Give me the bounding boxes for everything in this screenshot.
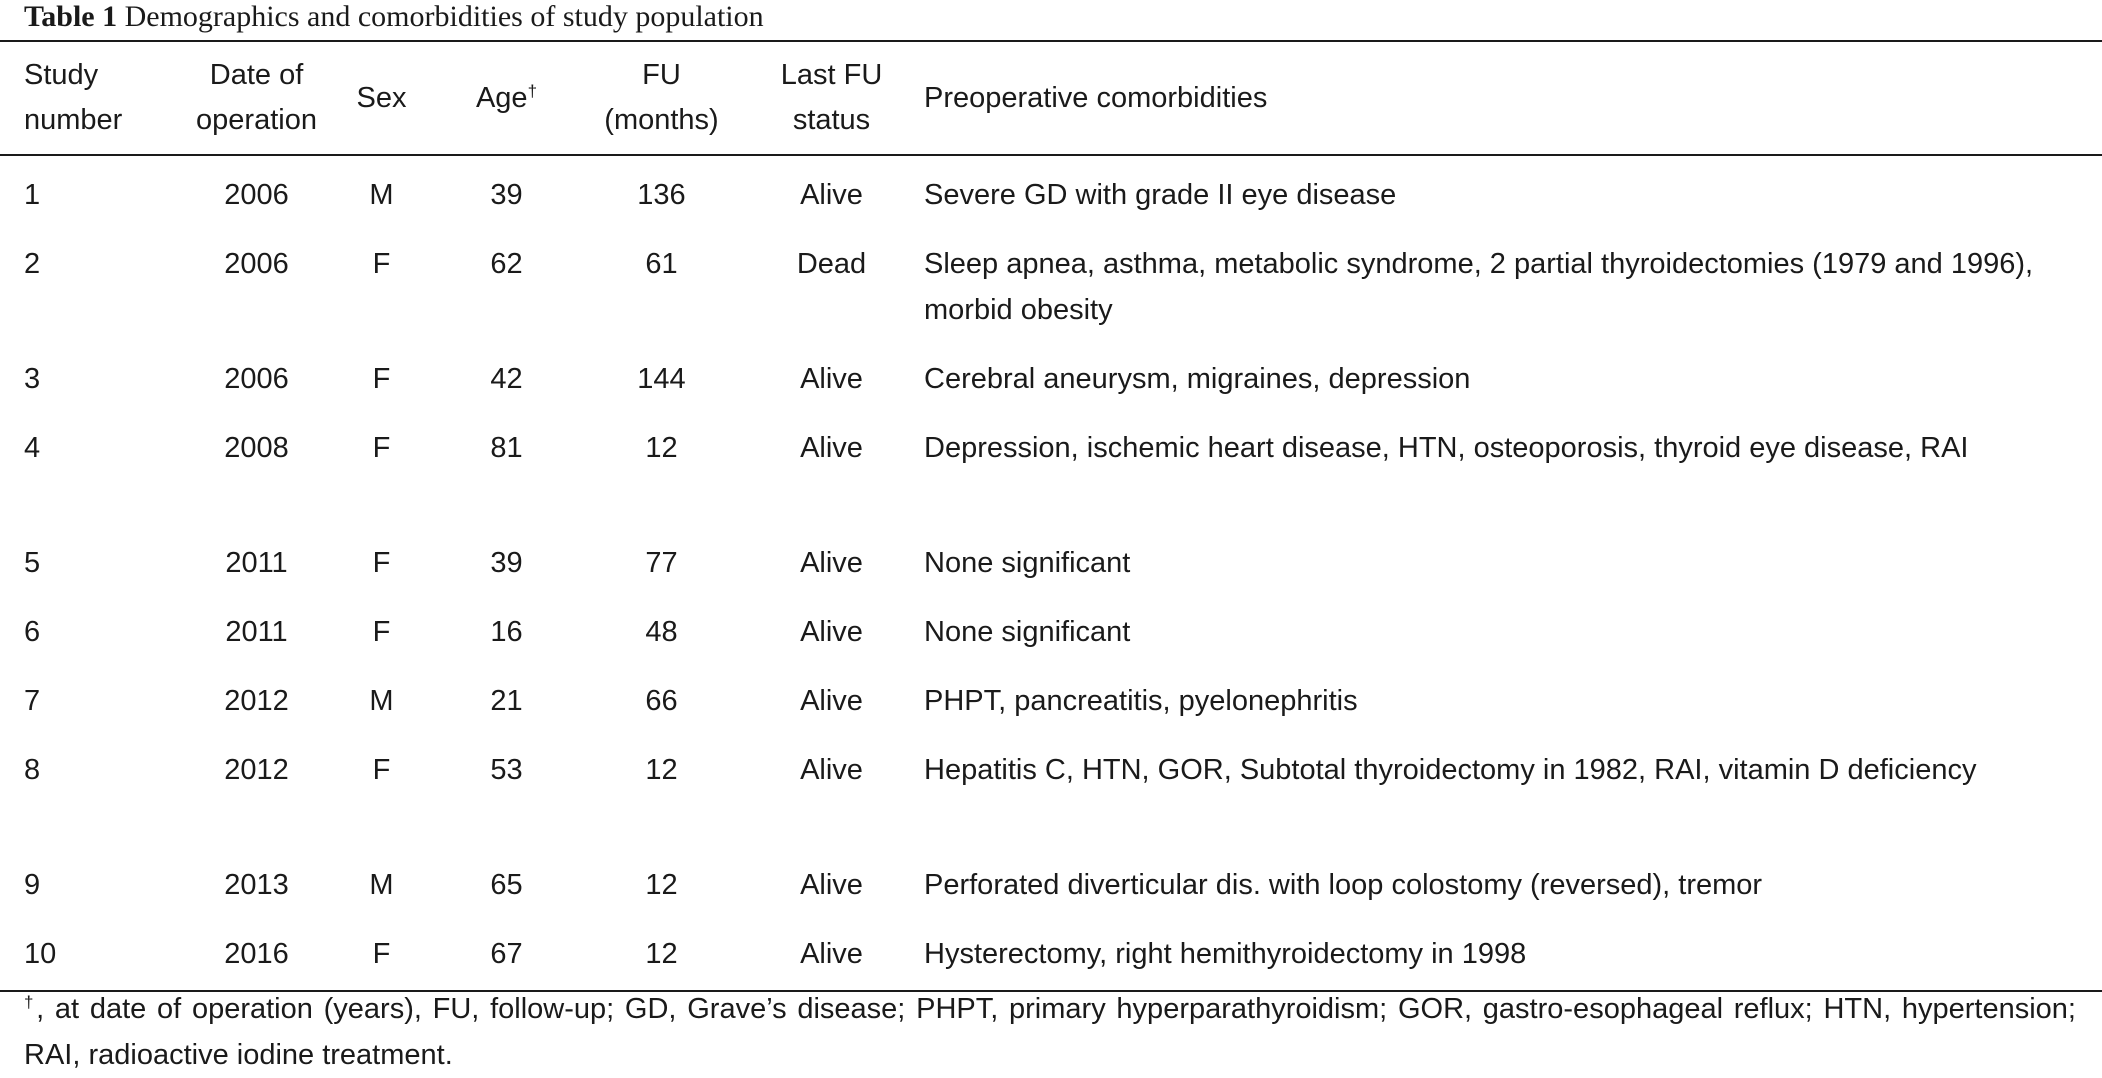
cell-fu-months: 144 — [637, 363, 686, 395]
cell-fu-months: 136 — [637, 179, 686, 211]
cell-last-fu-status: Alive — [800, 938, 863, 970]
header-age: Age† — [475, 80, 538, 114]
cell-study-number: 7 — [24, 685, 41, 717]
cell-fu-months: 48 — [645, 616, 678, 648]
cell-study-number: 4 — [24, 432, 41, 464]
cell-last-fu-status: Alive — [800, 179, 863, 211]
table-row — [0, 155, 2102, 241]
cell-date-of-operation: 2011 — [225, 616, 288, 648]
table-header — [0, 41, 2102, 155]
table-row — [0, 862, 2102, 931]
header-fu-months: FU (months) — [604, 59, 719, 136]
table-footnote — [24, 986, 2076, 1078]
footnote-text: , at date of operation (years), FU, follow-up; GD, Grave’s disease; PHPT, primary hyperparathyroidism; GOR, gastro-esophageal reflux; HTN, hypertension; RAI, radioactive iodine treatment. — [24, 993, 2076, 1071]
cell-last-fu-status: Alive — [800, 616, 863, 648]
cell-fu-months: 12 — [645, 432, 678, 464]
cell-fu-months: 77 — [645, 547, 678, 579]
cell-study-number: 10 — [24, 938, 57, 970]
table-row — [0, 241, 2102, 356]
cell-preoperative-comorbidities: Cerebral aneurysm, migraines, depression — [924, 363, 1471, 395]
cell-study-number: 8 — [24, 754, 41, 786]
cell-last-fu-status: Alive — [800, 363, 863, 395]
cell-study-number: 6 — [24, 616, 41, 648]
table-title: Demographics and comorbidities of study population — [124, 0, 764, 33]
cell-fu-months: 12 — [645, 869, 678, 901]
cell-preoperative-comorbidities: Hepatitis C, HTN, GOR, Subtotal thyroidectomy in 1982, RAI, vitamin D deficiency — [924, 754, 1977, 786]
cell-age: 39 — [490, 547, 523, 579]
cell-age: 62 — [490, 248, 523, 280]
cell-last-fu-status: Alive — [800, 869, 863, 901]
cell-study-number: 9 — [24, 869, 41, 901]
cell-last-fu-status: Alive — [800, 685, 863, 717]
cell-age: 42 — [490, 363, 523, 395]
cell-last-fu-status: Alive — [800, 754, 863, 786]
cell-sex: F — [372, 547, 391, 579]
cell-sex: M — [369, 179, 394, 211]
cell-preoperative-comorbidities: Severe GD with grade II eye disease — [924, 179, 1397, 211]
table-row — [0, 540, 2102, 609]
cell-last-fu-status: Alive — [800, 432, 863, 464]
cell-sex: F — [372, 363, 391, 395]
cell-sex: M — [369, 685, 394, 717]
cell-last-fu-status: Dead — [796, 248, 867, 280]
cell-fu-months: 66 — [645, 685, 678, 717]
cell-age: 16 — [490, 616, 523, 648]
header-date-of-operation: Date of operation — [196, 59, 317, 136]
table-row — [0, 609, 2102, 678]
cell-study-number: 3 — [24, 363, 41, 395]
header-study-number: Study number — [24, 59, 123, 136]
dagger-mark: † — [527, 80, 538, 100]
cell-sex: F — [372, 248, 391, 280]
cell-age: 81 — [490, 432, 523, 464]
cell-fu-months: 12 — [645, 938, 678, 970]
cell-date-of-operation: 2011 — [225, 547, 288, 579]
header-sex: Sex — [356, 81, 407, 114]
cell-last-fu-status: Alive — [800, 547, 863, 579]
cell-age: 21 — [490, 685, 523, 717]
table-row — [0, 356, 2102, 425]
cell-fu-months: 12 — [645, 754, 678, 786]
cell-sex: F — [372, 432, 391, 464]
header-last-fu-status: Last FU status — [780, 59, 883, 136]
cell-preoperative-comorbidities: Hysterectomy, right hemithyroidectomy in 1998 — [924, 938, 1527, 970]
table-row — [0, 678, 2102, 747]
table-row — [0, 931, 2102, 991]
table-row — [0, 747, 2102, 862]
header-preoperative-comorbidities: Preoperative comorbidities — [924, 81, 1268, 114]
cell-age: 53 — [490, 754, 523, 786]
cell-age: 67 — [490, 938, 523, 970]
cell-preoperative-comorbidities: None significant — [924, 547, 1131, 579]
cell-age: 39 — [490, 179, 523, 211]
cell-sex: F — [372, 938, 391, 970]
cell-preoperative-comorbidities: Perforated diverticular dis. with loop colostomy (reversed), tremor — [924, 869, 1763, 901]
cell-date-of-operation: 2012 — [224, 685, 289, 717]
cell-fu-months: 61 — [645, 248, 678, 280]
cell-preoperative-comorbidities: None significant — [924, 616, 1131, 648]
demographics-table — [0, 40, 2102, 992]
cell-date-of-operation: 2006 — [224, 363, 289, 395]
cell-date-of-operation: 2006 — [224, 248, 289, 280]
cell-date-of-operation: 2013 — [224, 869, 289, 901]
footnote-dagger-mark: † — [24, 992, 37, 1012]
header-row — [0, 41, 2102, 155]
table-body — [0, 155, 2102, 991]
cell-date-of-operation: 2016 — [224, 938, 289, 970]
cell-study-number: 5 — [24, 547, 41, 579]
cell-date-of-operation: 2008 — [224, 432, 289, 464]
cell-date-of-operation: 2012 — [224, 754, 289, 786]
table-row — [0, 425, 2102, 540]
cell-sex: F — [372, 616, 391, 648]
cell-age: 65 — [490, 869, 523, 901]
table-label: Table 1 — [24, 0, 118, 33]
cell-preoperative-comorbidities: Depression, ischemic heart disease, HTN, osteoporosis, thyroid eye disease, RAI — [924, 432, 1969, 464]
cell-date-of-operation: 2006 — [224, 179, 289, 211]
cell-preoperative-comorbidities: PHPT, pancreatitis, pyelonephritis — [924, 685, 1358, 717]
cell-sex: F — [372, 754, 391, 786]
table-caption — [24, 0, 764, 38]
cell-study-number: 2 — [24, 248, 41, 280]
cell-study-number: 1 — [24, 179, 41, 211]
cell-sex: M — [369, 869, 394, 901]
cell-preoperative-comorbidities: Sleep apnea, asthma, metabolic syndrome, 2 partial thyroidectomies (1979 and 1996), morbid obesity — [924, 248, 2034, 326]
